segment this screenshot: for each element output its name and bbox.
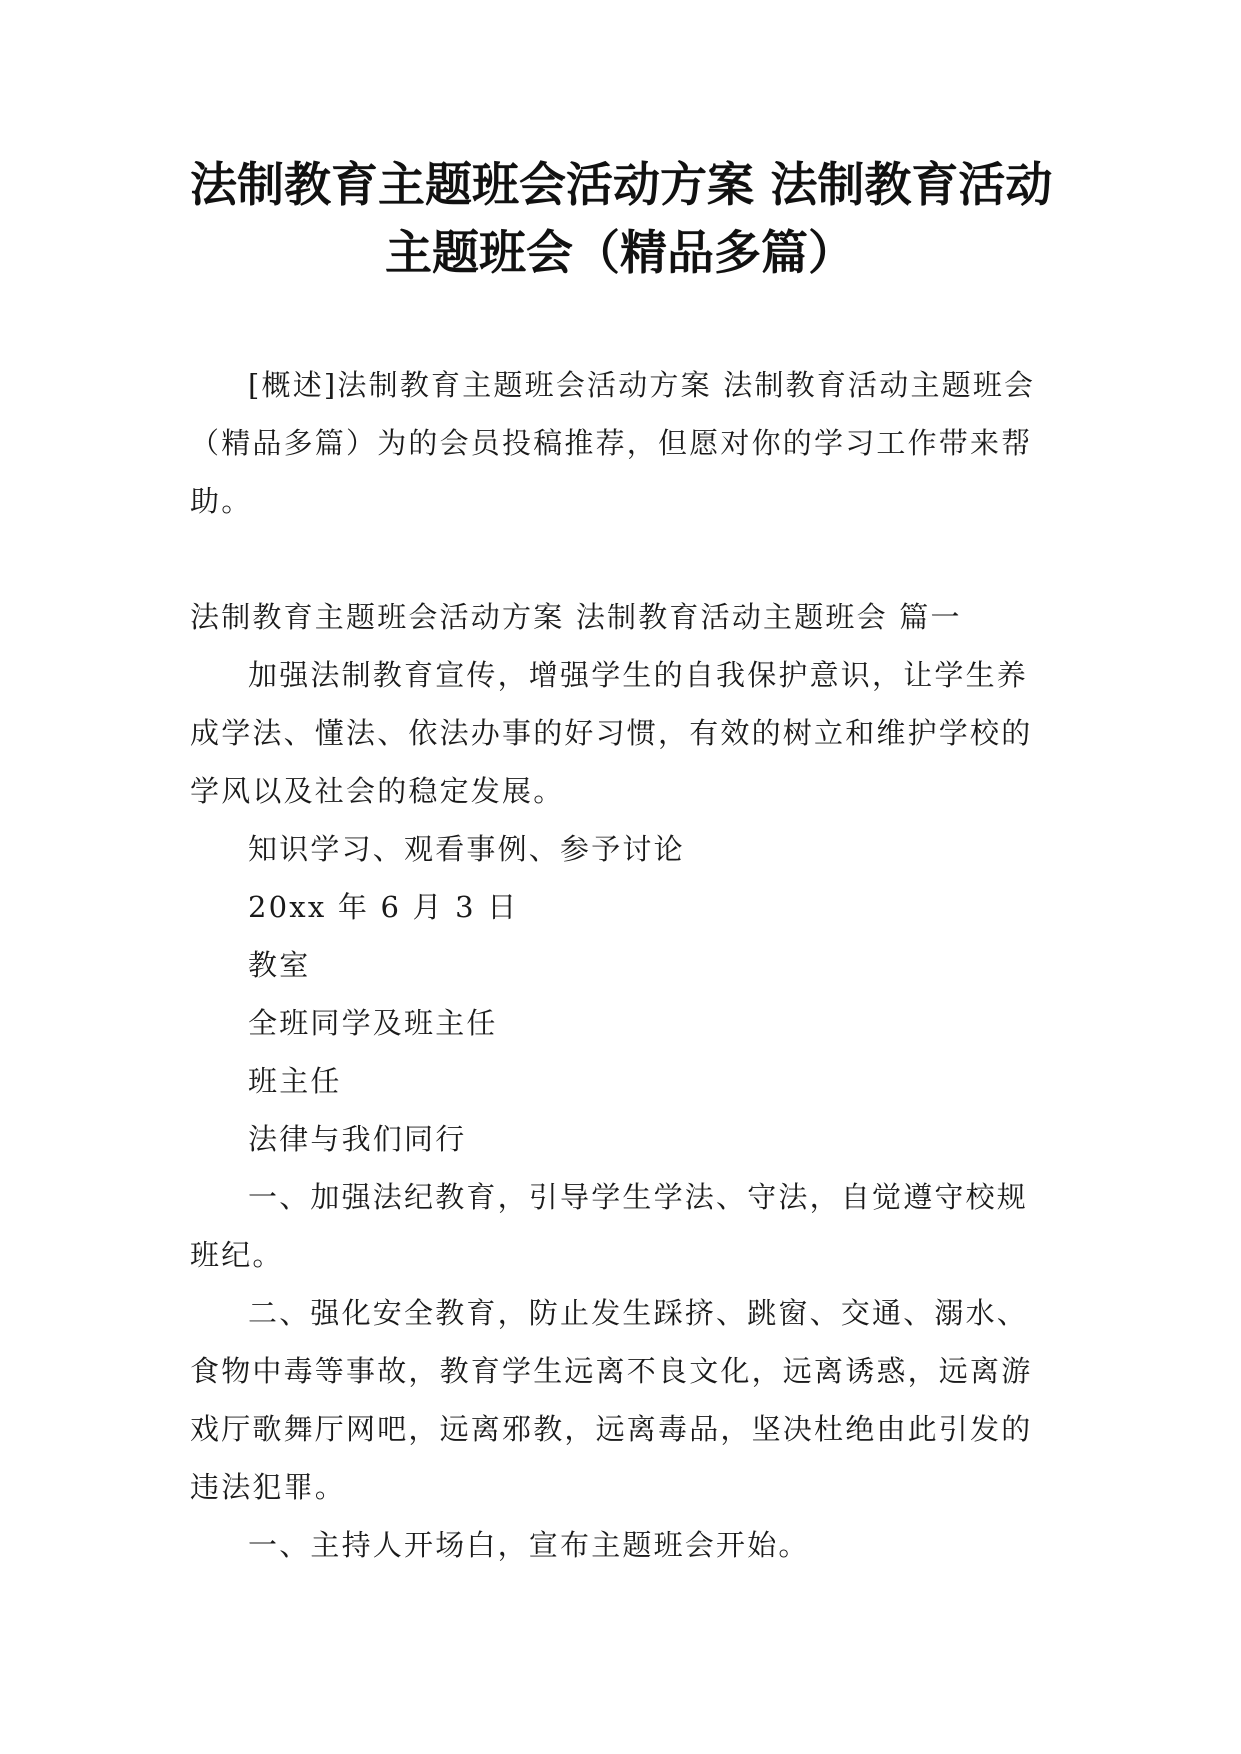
summary-paragraph: [概述]法制教育主题班会活动方案 法制教育活动主题班会（精品多篇）为的会员投稿推荐，但愿对你的学习工作带来帮助。: [190, 368, 1036, 518]
paragraph-host: 班主任: [248, 1064, 342, 1098]
document-title: [190, 152, 1053, 288]
title-line-2: 主题班会（精品多篇）: [385, 226, 855, 281]
spacer: [190, 530, 1050, 588]
paragraph-purpose: 加强法制教育宣传，增强学生的自我保护意识，让学生养成学法、懂法、依法办事的好习惯，有效的树立和维护学校的学风以及社会的稳定发展。: [190, 658, 1033, 808]
paragraph-step-1: 一、主持人开场白，宣布主题班会开始。: [248, 1528, 810, 1562]
paragraph-goal-1: 一、加强法纪教育，引导学生学法、守法，自觉遵守校规班纪。: [190, 1180, 1029, 1272]
paragraph-date: 20xx 年 6 月 3 日: [248, 890, 519, 924]
paragraph-format: 知识学习、观看事例、参予讨论: [248, 832, 685, 866]
paragraph-participants: 全班同学及班主任: [248, 1006, 498, 1040]
paragraph-goal-2: 二、强化安全教育，防止发生踩挤、跳窗、交通、溺水、食物中毒等事故，教育学生远离不良文化，远离诱惑，远离游戏厅歌舞厅网吧，远离邪教，远离毒品，坚决杜绝由此引发的违法犯罪。: [190, 1296, 1033, 1504]
title-line-1: 法制教育主题班会活动方案 法制教育活动: [190, 158, 1053, 213]
paragraph-location: 教室: [248, 948, 311, 982]
section-heading: 法制教育主题班会活动方案 法制教育活动主题班会 篇一: [190, 600, 962, 634]
paragraph-theme: 法律与我们同行: [248, 1122, 467, 1156]
document-body: [190, 356, 1050, 1574]
